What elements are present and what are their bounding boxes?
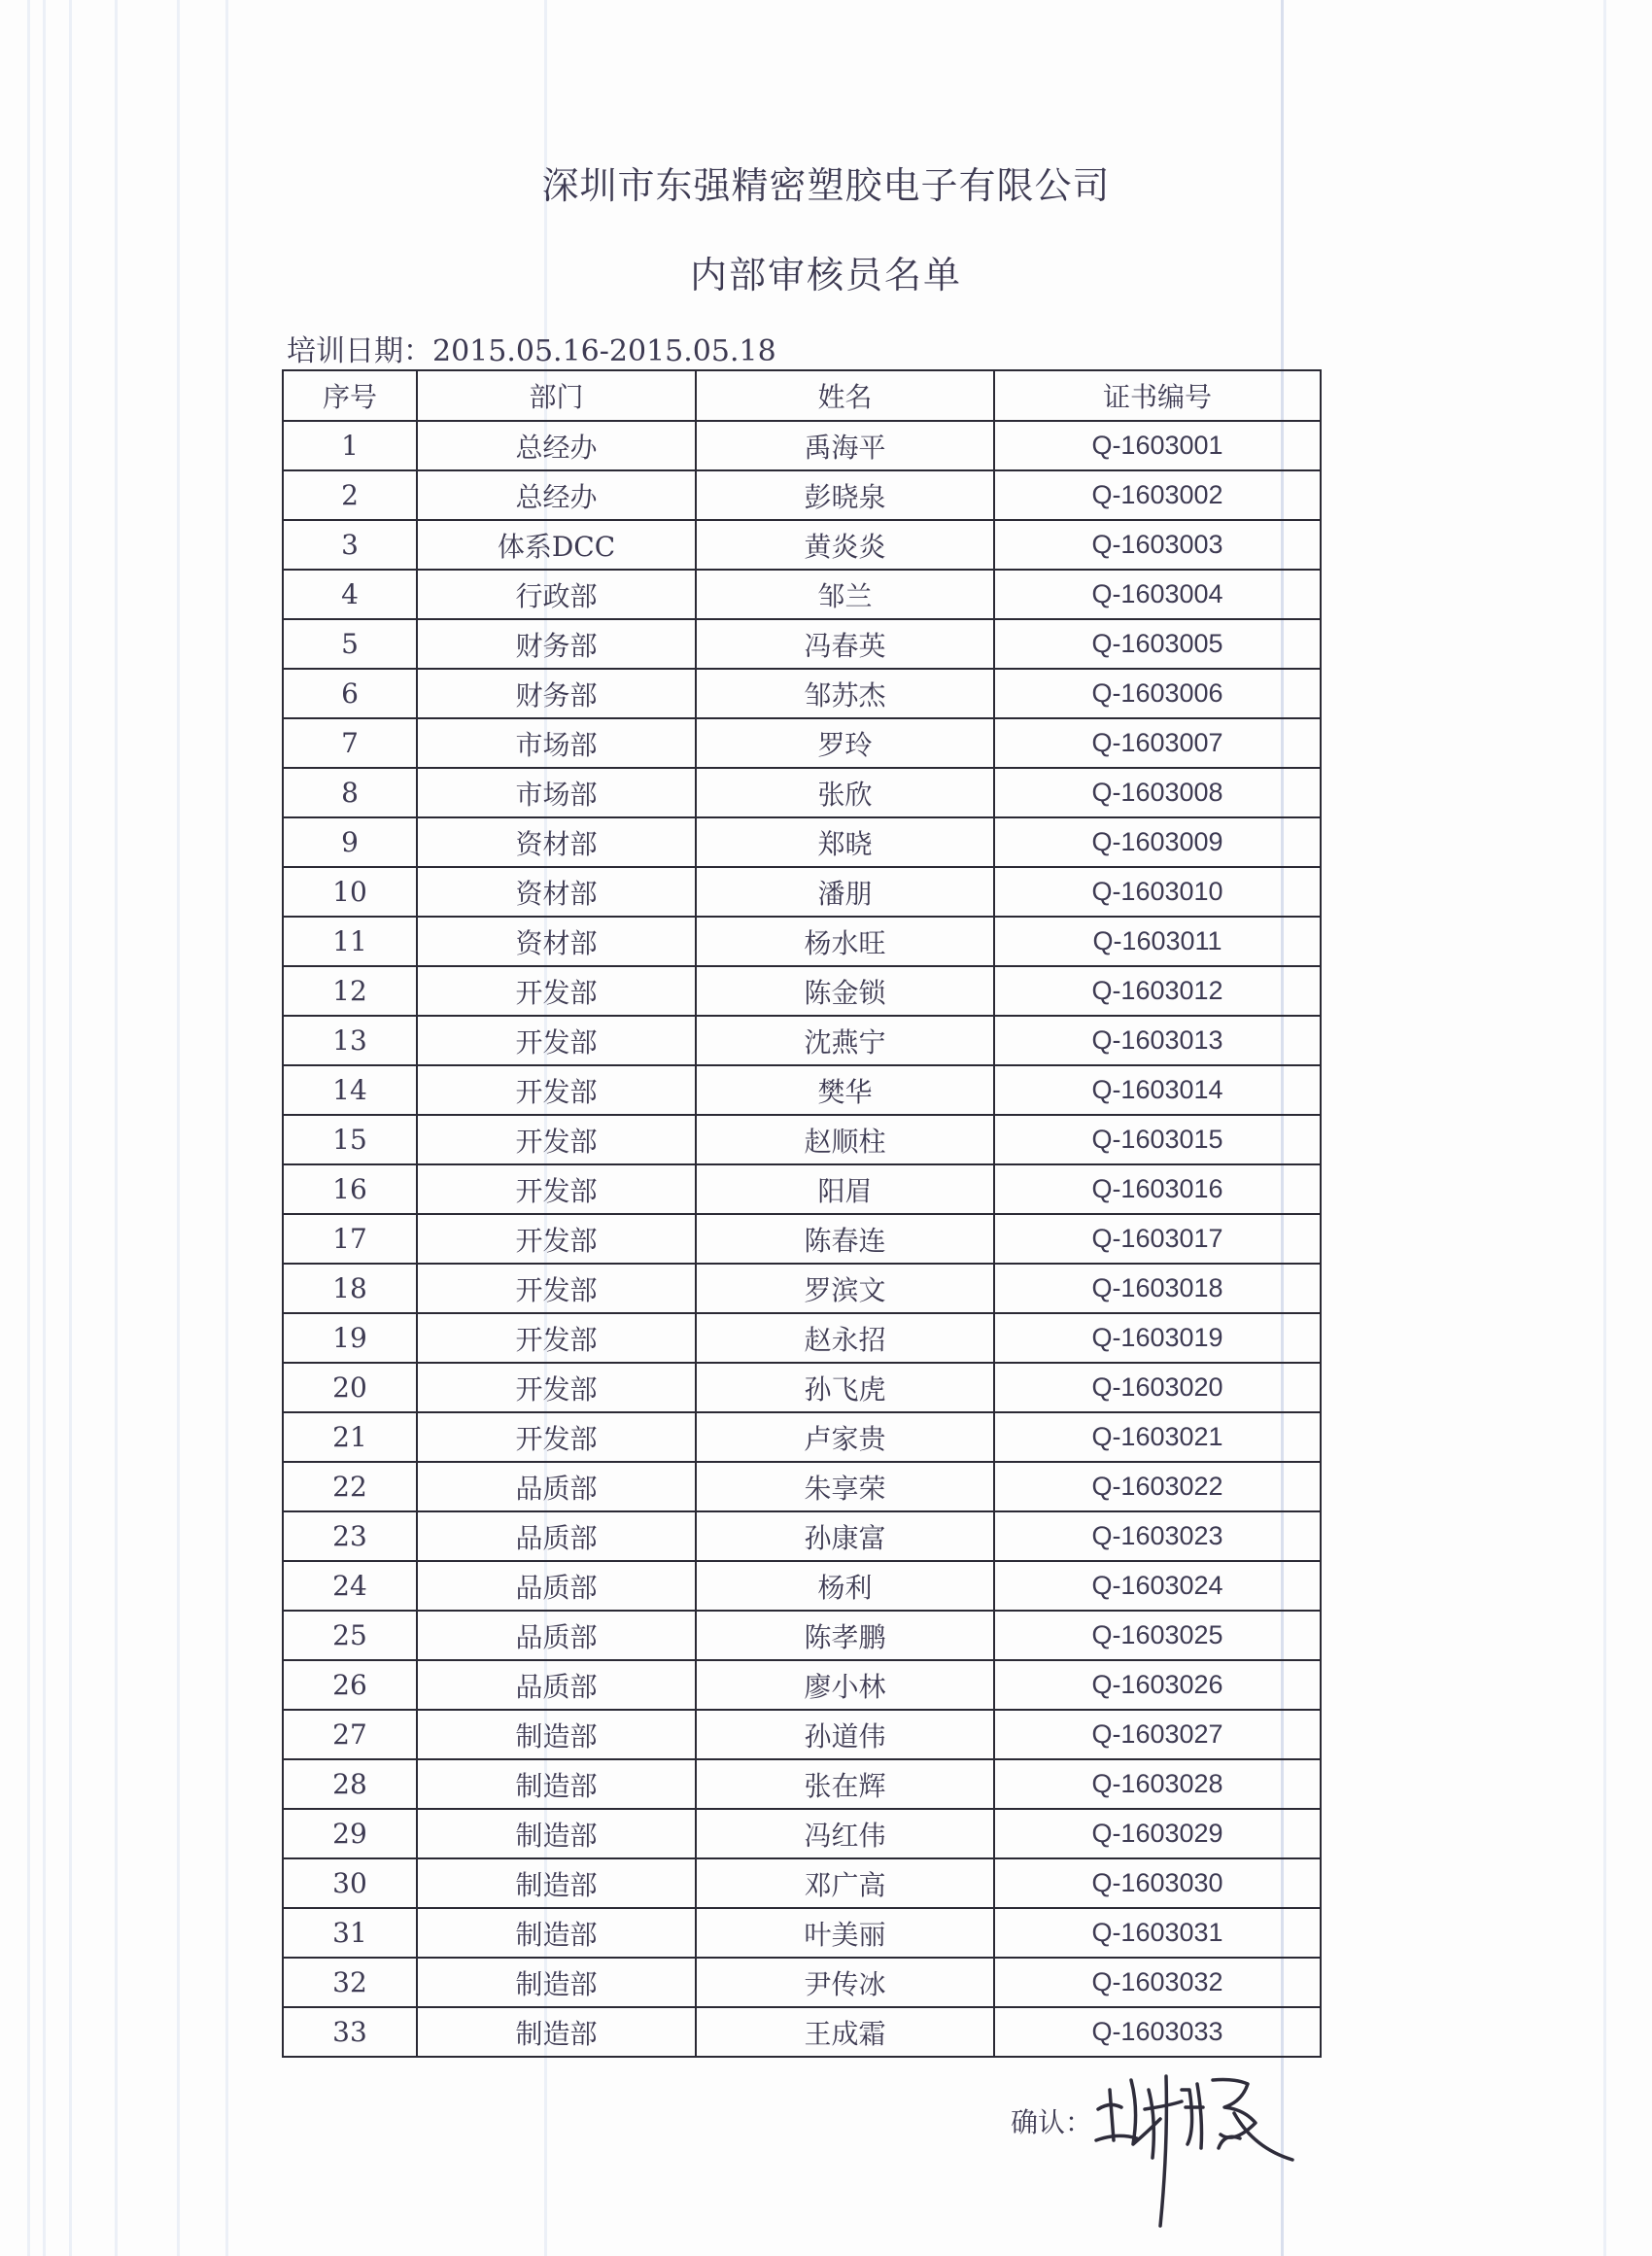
- row-number: 10: [283, 867, 417, 917]
- name-cell: 罗滨文: [696, 1264, 994, 1313]
- name-cell: 叶美丽: [696, 1908, 994, 1958]
- certificate-number-cell: Q-1603010: [994, 867, 1321, 917]
- table-row: [283, 421, 1321, 470]
- row-number: 2: [283, 470, 417, 520]
- certificate-number-cell: Q-1603002: [994, 470, 1321, 520]
- row-number: 11: [283, 917, 417, 966]
- name-cell: 郑晓: [696, 817, 994, 867]
- scan-streak: [69, 0, 72, 2256]
- name-cell: 杨利: [696, 1561, 994, 1611]
- department-cell: 开发部: [417, 1016, 696, 1065]
- row-number: 29: [283, 1809, 417, 1858]
- training-date: 培训日期：2015.05.16-2015.05.18: [287, 334, 776, 368]
- auditor-roster-table: [282, 369, 1322, 2058]
- row-number: 12: [283, 966, 417, 1016]
- table-row: [283, 917, 1321, 966]
- table-row: [283, 1561, 1321, 1611]
- certificate-number-cell: Q-1603026: [994, 1660, 1321, 1710]
- table-row: [283, 1313, 1321, 1363]
- certificate-number-cell: Q-1603006: [994, 669, 1321, 718]
- department-cell: 制造部: [417, 1759, 696, 1809]
- department-cell: 开发部: [417, 1264, 696, 1313]
- row-number: 4: [283, 570, 417, 619]
- department-cell: 制造部: [417, 2007, 696, 2057]
- table-row: [283, 1462, 1321, 1511]
- name-cell: 潘朋: [696, 867, 994, 917]
- table-row: [283, 520, 1321, 570]
- table-row: [283, 867, 1321, 917]
- name-cell: 朱享荣: [696, 1462, 994, 1511]
- certificate-number-cell: Q-1603031: [994, 1908, 1321, 1958]
- department-cell: 制造部: [417, 1908, 696, 1958]
- row-number: 25: [283, 1611, 417, 1660]
- table-row: [283, 966, 1321, 1016]
- department-cell: 财务部: [417, 669, 696, 718]
- column-header-certificate: 证书编号: [994, 370, 1321, 421]
- name-cell: 张欣: [696, 768, 994, 817]
- table-row: [283, 718, 1321, 768]
- row-number: 22: [283, 1462, 417, 1511]
- certificate-number-cell: Q-1603005: [994, 619, 1321, 669]
- table-row: [283, 669, 1321, 718]
- table-row: [283, 1660, 1321, 1710]
- table-row: [283, 1264, 1321, 1313]
- certificate-number-cell: Q-1603021: [994, 1412, 1321, 1462]
- department-cell: 制造部: [417, 1809, 696, 1858]
- department-cell: 制造部: [417, 1710, 696, 1759]
- row-number: 6: [283, 669, 417, 718]
- department-cell: 品质部: [417, 1462, 696, 1511]
- table-body: [283, 421, 1321, 2057]
- certificate-number-cell: Q-1603028: [994, 1759, 1321, 1809]
- certificate-number-cell: Q-1603019: [994, 1313, 1321, 1363]
- table-row: [283, 1164, 1321, 1214]
- certificate-number-cell: Q-1603029: [994, 1809, 1321, 1858]
- certificate-number-cell: Q-1603003: [994, 520, 1321, 570]
- row-number: 9: [283, 817, 417, 867]
- department-cell: 市场部: [417, 768, 696, 817]
- name-cell: 陈孝鹏: [696, 1611, 994, 1660]
- row-number: 21: [283, 1412, 417, 1462]
- certificate-number-cell: Q-1603012: [994, 966, 1321, 1016]
- department-cell: 资材部: [417, 917, 696, 966]
- certificate-number-cell: Q-1603033: [994, 2007, 1321, 2057]
- name-cell: 孙飞虎: [696, 1363, 994, 1412]
- row-number: 32: [283, 1958, 417, 2007]
- name-cell: 廖小林: [696, 1660, 994, 1710]
- department-cell: 开发部: [417, 1363, 696, 1412]
- name-cell: 尹传冰: [696, 1958, 994, 2007]
- department-cell: 开发部: [417, 1164, 696, 1214]
- name-cell: 邓广高: [696, 1858, 994, 1908]
- name-cell: 杨水旺: [696, 917, 994, 966]
- certificate-number-cell: Q-1603030: [994, 1858, 1321, 1908]
- department-cell: 开发部: [417, 1313, 696, 1363]
- row-number: 18: [283, 1264, 417, 1313]
- department-cell: 总经办: [417, 421, 696, 470]
- table-row: [283, 1858, 1321, 1908]
- name-cell: 罗玲: [696, 718, 994, 768]
- table-row: [283, 1710, 1321, 1759]
- table-row: [283, 1363, 1321, 1412]
- row-number: 31: [283, 1908, 417, 1958]
- certificate-number-cell: Q-1603027: [994, 1710, 1321, 1759]
- handwritten-signature: [1088, 2051, 1312, 2236]
- column-header-name: 姓名: [696, 370, 994, 421]
- scan-streak: [1603, 0, 1606, 2256]
- scan-streak: [27, 0, 30, 2256]
- name-cell: 邹兰: [696, 570, 994, 619]
- department-cell: 制造部: [417, 1858, 696, 1908]
- department-cell: 开发部: [417, 1065, 696, 1115]
- table-row: [283, 470, 1321, 520]
- department-cell: 品质部: [417, 1511, 696, 1561]
- row-number: 14: [283, 1065, 417, 1115]
- scan-streak: [177, 0, 180, 2256]
- department-cell: 开发部: [417, 966, 696, 1016]
- certificate-number-cell: Q-1603009: [994, 817, 1321, 867]
- name-cell: 张在辉: [696, 1759, 994, 1809]
- document-title: 内部审核员名单: [689, 254, 962, 296]
- table-row: [283, 1016, 1321, 1065]
- certificate-number-cell: Q-1603020: [994, 1363, 1321, 1412]
- name-cell: 禹海平: [696, 421, 994, 470]
- table-row: [283, 1958, 1321, 2007]
- scan-streak: [225, 0, 228, 2256]
- certificate-number-cell: Q-1603014: [994, 1065, 1321, 1115]
- certificate-number-cell: Q-1603008: [994, 768, 1321, 817]
- row-number: 5: [283, 619, 417, 669]
- department-cell: 品质部: [417, 1611, 696, 1660]
- row-number: 27: [283, 1710, 417, 1759]
- row-number: 28: [283, 1759, 417, 1809]
- scan-streak: [115, 0, 118, 2256]
- department-cell: 财务部: [417, 619, 696, 669]
- certificate-number-cell: Q-1603013: [994, 1016, 1321, 1065]
- department-cell: 品质部: [417, 1660, 696, 1710]
- department-cell: 总经办: [417, 470, 696, 520]
- table-row: [283, 2007, 1321, 2057]
- name-cell: 邹苏杰: [696, 669, 994, 718]
- table-row: [283, 570, 1321, 619]
- department-cell: 行政部: [417, 570, 696, 619]
- certificate-number-cell: Q-1603023: [994, 1511, 1321, 1561]
- name-cell: 赵永招: [696, 1313, 994, 1363]
- row-number: 8: [283, 768, 417, 817]
- name-cell: 冯红伟: [696, 1809, 994, 1858]
- department-cell: 开发部: [417, 1412, 696, 1462]
- name-cell: 王成霜: [696, 2007, 994, 2057]
- column-header-department: 部门: [417, 370, 696, 421]
- name-cell: 卢家贵: [696, 1412, 994, 1462]
- table-row: [283, 1809, 1321, 1858]
- table-row: [283, 1908, 1321, 1958]
- table-row: [283, 1759, 1321, 1809]
- row-number: 16: [283, 1164, 417, 1214]
- table-row: [283, 1611, 1321, 1660]
- certificate-number-cell: Q-1603022: [994, 1462, 1321, 1511]
- row-number: 17: [283, 1214, 417, 1264]
- name-cell: 沈燕宁: [696, 1016, 994, 1065]
- table-row: [283, 1412, 1321, 1462]
- name-cell: 阳眉: [696, 1164, 994, 1214]
- certificate-number-cell: Q-1603001: [994, 421, 1321, 470]
- department-cell: 资材部: [417, 867, 696, 917]
- table-row: [283, 817, 1321, 867]
- company-name: 深圳市东强精密塑胶电子有限公司: [541, 164, 1111, 207]
- table-row: [283, 619, 1321, 669]
- row-number: 23: [283, 1511, 417, 1561]
- row-number: 33: [283, 2007, 417, 2057]
- department-cell: 体系DCC: [417, 520, 696, 570]
- scan-streak: [43, 0, 46, 2256]
- certificate-number-cell: Q-1603025: [994, 1611, 1321, 1660]
- row-number: 30: [283, 1858, 417, 1908]
- name-cell: 赵顺柱: [696, 1115, 994, 1164]
- row-number: 3: [283, 520, 417, 570]
- table-row: [283, 768, 1321, 817]
- name-cell: 樊华: [696, 1065, 994, 1115]
- certificate-number-cell: Q-1603016: [994, 1164, 1321, 1214]
- row-number: 24: [283, 1561, 417, 1611]
- row-number: 7: [283, 718, 417, 768]
- certificate-number-cell: Q-1603007: [994, 718, 1321, 768]
- certificate-number-cell: Q-1603004: [994, 570, 1321, 619]
- name-cell: 冯春英: [696, 619, 994, 669]
- name-cell: 黄炎炎: [696, 520, 994, 570]
- department-cell: 品质部: [417, 1561, 696, 1611]
- department-cell: 开发部: [417, 1214, 696, 1264]
- row-number: 15: [283, 1115, 417, 1164]
- certificate-number-cell: Q-1603024: [994, 1561, 1321, 1611]
- table-row: [283, 1214, 1321, 1264]
- table-row: [283, 1511, 1321, 1561]
- row-number: 26: [283, 1660, 417, 1710]
- name-cell: 陈金锁: [696, 966, 994, 1016]
- certificate-number-cell: Q-1603011: [994, 917, 1321, 966]
- column-header-number: 序号: [283, 370, 417, 421]
- table-header-row: [283, 370, 1321, 421]
- name-cell: 孙道伟: [696, 1710, 994, 1759]
- row-number: 13: [283, 1016, 417, 1065]
- department-cell: 资材部: [417, 817, 696, 867]
- department-cell: 制造部: [417, 1958, 696, 2007]
- name-cell: 孙康富: [696, 1511, 994, 1561]
- table-row: [283, 1115, 1321, 1164]
- department-cell: 市场部: [417, 718, 696, 768]
- table-row: [283, 1065, 1321, 1115]
- row-number: 20: [283, 1363, 417, 1412]
- name-cell: 彭晓泉: [696, 470, 994, 520]
- row-number: 19: [283, 1313, 417, 1363]
- certificate-number-cell: Q-1603017: [994, 1214, 1321, 1264]
- confirm-label: 确认：: [1011, 2106, 1093, 2138]
- name-cell: 陈春连: [696, 1214, 994, 1264]
- row-number: 1: [283, 421, 417, 470]
- department-cell: 开发部: [417, 1115, 696, 1164]
- certificate-number-cell: Q-1603018: [994, 1264, 1321, 1313]
- certificate-number-cell: Q-1603032: [994, 1958, 1321, 2007]
- certificate-number-cell: Q-1603015: [994, 1115, 1321, 1164]
